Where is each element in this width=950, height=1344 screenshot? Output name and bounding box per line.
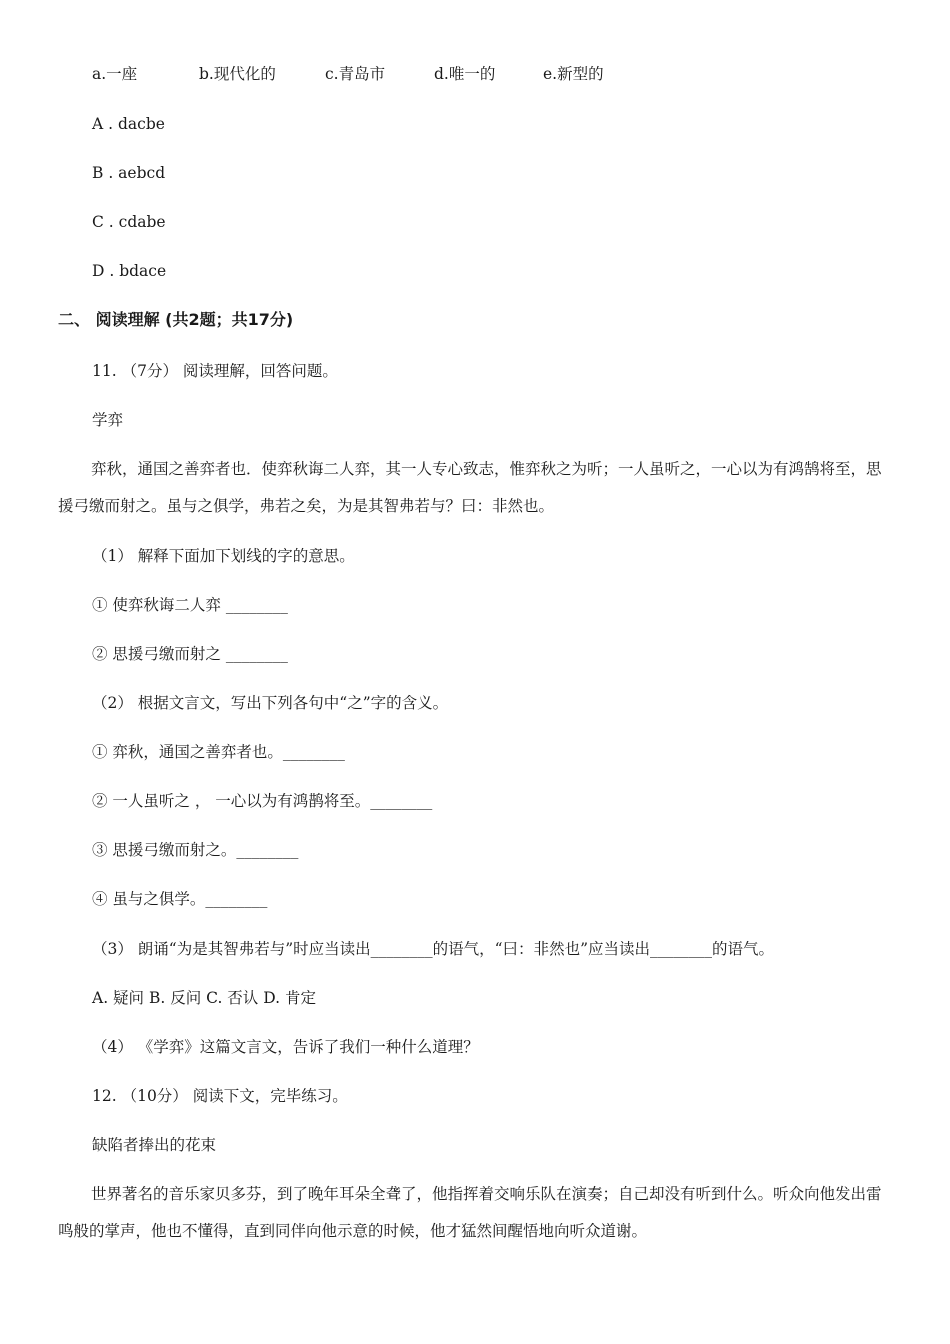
q11-sub1-item-1[interactable]: ① 使弈秋诲二人弈 ________: [92, 596, 288, 614]
q11-sub2: （2） 根据文言文，写出下列各句中“之”字的含义。: [92, 694, 449, 712]
q11-sub2-item-3[interactable]: ③ 思援弓缴而射之。________: [92, 841, 299, 859]
q11-passage-title: 学弈: [92, 411, 124, 429]
q12-header: 12. （10分） 阅读下文，完毕练习。: [92, 1087, 348, 1105]
q11-passage: 弈秋，通国之善弈者也．使弈秋诲二人弈，其一人专心致志，惟弈秋之为听；一人虽听之，一心以为有鸿鹄将至，思援弓缴而射之。虽与之俱学，弗若之矣，为是其智弗若与？曰：非然也。: [58, 460, 882, 515]
q11-sub3-choices: A. 疑问 B. 反问 C. 否认 D. 肯定: [92, 989, 316, 1007]
q11-sub3[interactable]: （3） 朗诵“为是其智弗若与”时应当读出________的语气，“曰：非然也”应当读出________的语气。: [92, 940, 774, 958]
choice-c[interactable]: C . cdabe: [92, 213, 166, 231]
q12-passage-title: 缺陷者捧出的花束: [92, 1136, 217, 1154]
word-option-b: b.现代化的: [199, 65, 276, 83]
q11-sub2-item-4[interactable]: ④ 虽与之俱学。________: [92, 890, 268, 908]
q11-sub2-item-1[interactable]: ① 弈秋，通国之善弈者也。________: [92, 743, 345, 761]
word-option-a: a.一座: [92, 65, 138, 83]
q11-sub1: （1） 解释下面加下划线的字的意思。: [92, 547, 355, 565]
q11-sub2-item-2[interactable]: ② 一人虽听之 ， 一心以为有鸿鹊将至。________: [92, 792, 433, 810]
q12-passage: 世界著名的音乐家贝多芬，到了晚年耳朵全聋了，他指挥着交响乐队在演奏；自己却没有听到什么。听众向他发出雷鸣般的掌声，他也不懂得，直到同伴向他示意的时候，他才猛然间醒悟地向听众道谢。: [58, 1185, 882, 1240]
word-option-c: c.青岛市: [325, 65, 386, 83]
choice-b[interactable]: B . aebcd: [92, 164, 166, 182]
word-option-e: e.新型的: [543, 65, 604, 83]
word-option-d: d.唯一的: [434, 65, 496, 83]
q11-sub1-item-2[interactable]: ② 思援弓缴而射之 ________: [92, 645, 288, 663]
choice-d[interactable]: D . bdace: [92, 262, 167, 280]
word-options-row: [92, 64, 604, 84]
choice-a[interactable]: A . dacbe: [92, 115, 165, 133]
section-title: 二、 阅读理解 (共2题；共17分): [58, 310, 294, 329]
q11-header: 11. （7分） 阅读理解，回答问题。: [92, 362, 338, 380]
q11-sub4: （4） 《学弈》这篇文言文，告诉了我们一种什么道理？: [92, 1038, 479, 1056]
